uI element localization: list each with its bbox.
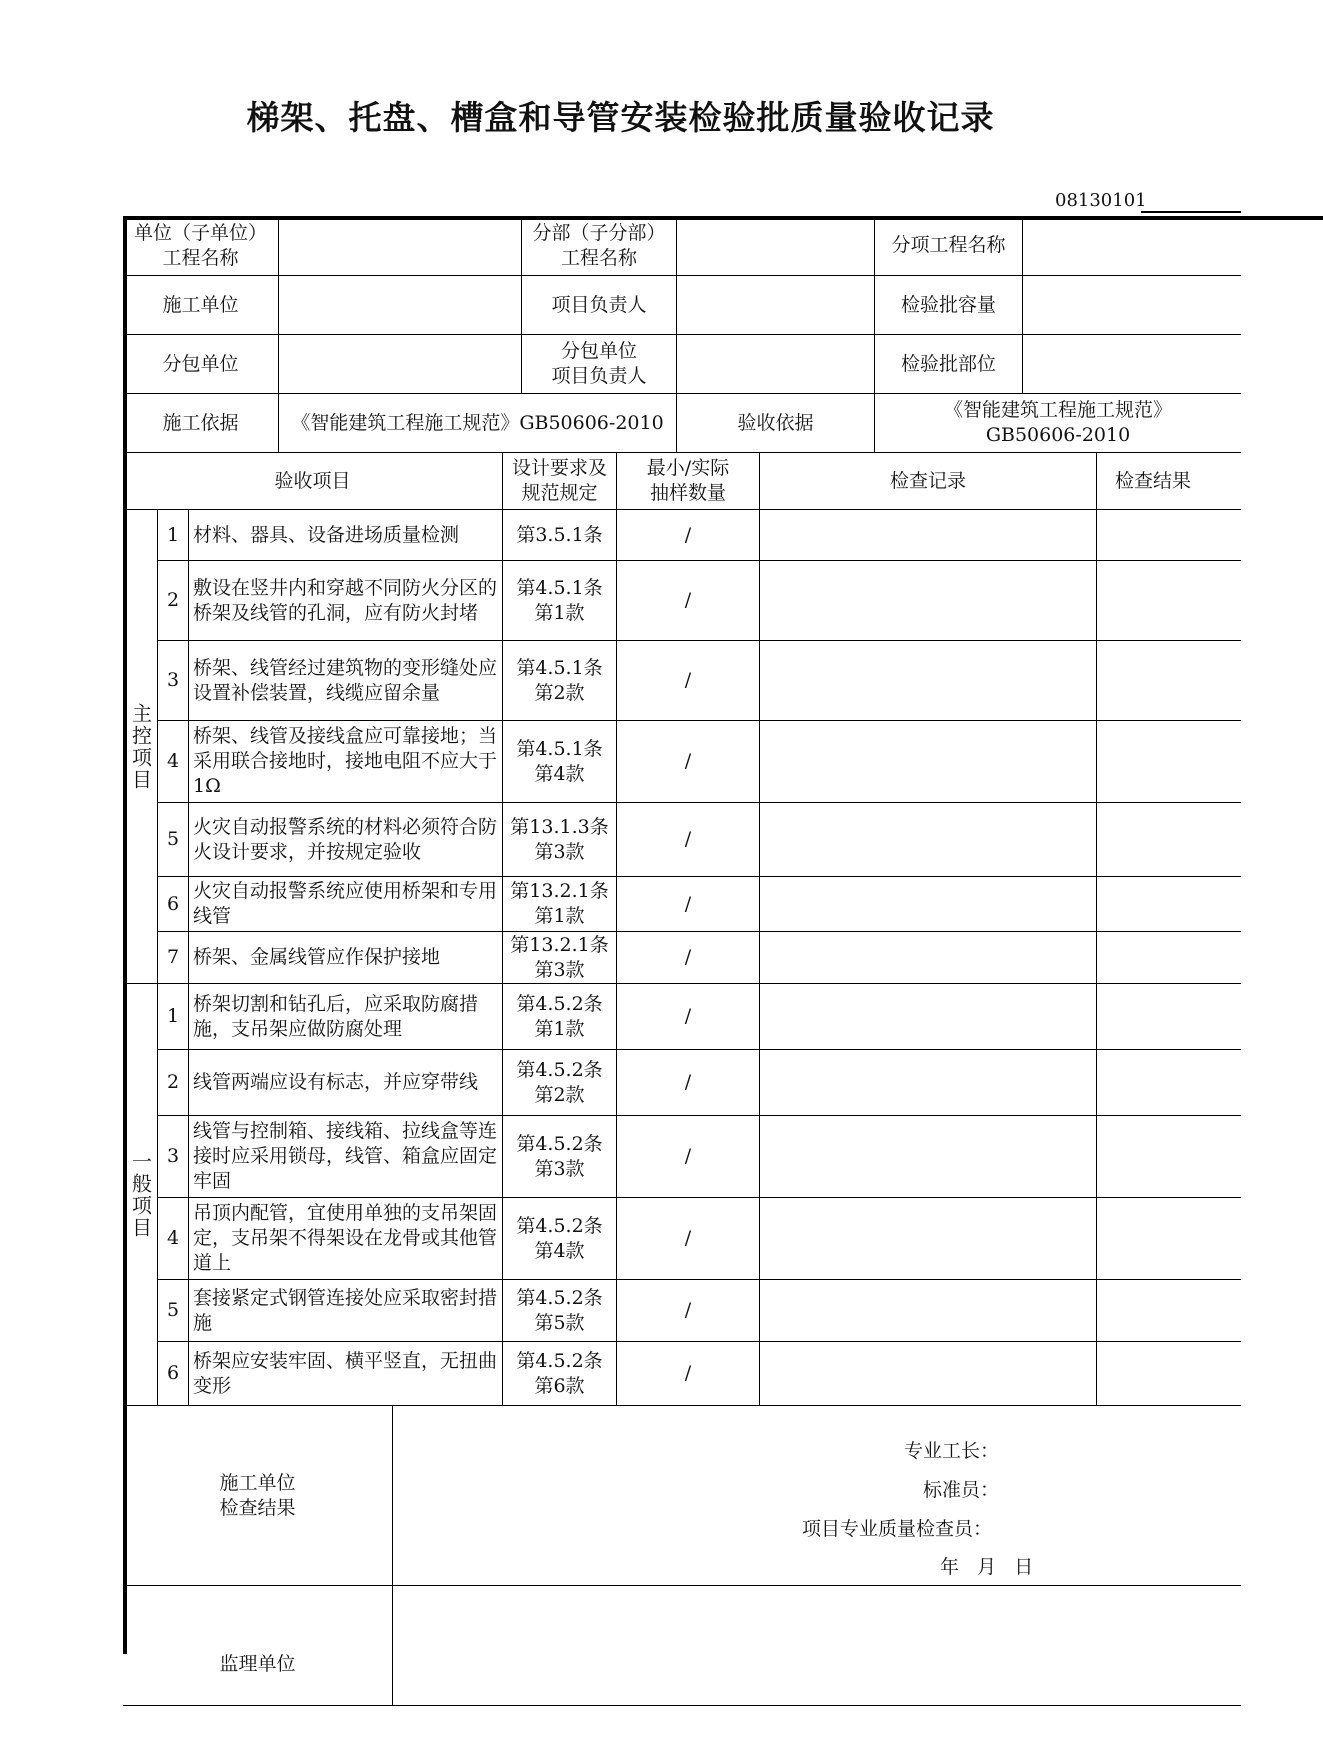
quality-inspector-label: 项目专业质量检查员： — [802, 1518, 993, 1540]
item-record-field[interactable] — [760, 932, 1097, 984]
construction-basis-value: 《智能建筑工程施工规范》GB50606-2010 — [279, 394, 677, 453]
project-manager-label: 项目负责人 — [522, 276, 677, 335]
document-code: 08130101 — [1055, 190, 1147, 211]
item-record-field[interactable] — [760, 877, 1097, 932]
item-record-field[interactable] — [760, 561, 1097, 641]
item-record-field[interactable] — [760, 510, 1097, 561]
item-number: 1 — [158, 510, 189, 561]
column-header-record: 检查记录 — [760, 453, 1097, 510]
project-manager-field[interactable] — [677, 276, 875, 335]
item-result-field[interactable] — [1097, 1116, 1241, 1198]
item-description: 桥架、金属线管应作保护接地 — [189, 932, 503, 984]
supervision-area[interactable] — [393, 1586, 1241, 1706]
batch-capacity-field[interactable] — [1023, 276, 1241, 335]
item-clause: 第3.5.1条 — [503, 510, 617, 561]
item-sample-count: / — [617, 803, 760, 877]
contractor-check-area[interactable] — [393, 1406, 1241, 1586]
item-number: 2 — [158, 561, 189, 641]
item-record-field[interactable] — [760, 1198, 1097, 1280]
item-clause: 第13.2.1条 第3款 — [503, 932, 617, 984]
subcontractor-field[interactable] — [279, 335, 522, 394]
item-number: 3 — [158, 1116, 189, 1198]
column-header-design: 设计要求及 规范规定 — [503, 453, 617, 510]
inspection-record-sheet — [123, 216, 1241, 1675]
item-record-field[interactable] — [760, 1050, 1097, 1116]
construction-basis-label: 施工依据 — [123, 394, 279, 453]
page-title: 梯架、托盘、槽盒和导管安装检验批质量验收记录 — [246, 98, 995, 137]
item-sample-count: / — [617, 1342, 760, 1406]
unit-project-field[interactable] — [279, 216, 522, 276]
item-clause: 第4.5.1条 第2款 — [503, 641, 617, 721]
item-clause: 第4.5.2条 第1款 — [503, 984, 617, 1050]
standard-officer-label: 标准员： — [923, 1479, 1000, 1501]
item-description: 材料、器具、设备进场质量检测 — [189, 510, 503, 561]
item-result-field[interactable] — [1097, 561, 1241, 641]
subcontractor-label: 分包单位 — [123, 335, 279, 394]
item-sample-count: / — [617, 641, 760, 721]
batch-location-label: 检验批部位 — [875, 335, 1023, 394]
item-description: 套接紧定式钢管连接处应采取密封措施 — [189, 1280, 503, 1342]
item-number: 7 — [158, 932, 189, 984]
contractor-check-label: 施工单位 检查结果 — [123, 1406, 393, 1586]
sub-manager-label: 分包单位 项目负责人 — [522, 335, 677, 394]
item-sample-count: / — [617, 984, 760, 1050]
unit-project-label: 单位（子单位） 工程名称 — [123, 216, 279, 276]
subitem-label: 分项工程名称 — [875, 216, 1023, 276]
batch-capacity-label: 检验批容量 — [875, 276, 1023, 335]
item-number: 6 — [158, 1342, 189, 1406]
item-description: 吊顶内配管，宜使用单独的支吊架固定，支吊架不得架设在龙骨或其他管道上 — [189, 1198, 503, 1280]
item-result-field[interactable] — [1097, 1198, 1241, 1280]
item-sample-count: / — [617, 932, 760, 984]
column-header-result: 检查结果 — [1097, 453, 1241, 510]
item-result-field[interactable] — [1097, 932, 1241, 984]
acceptance-basis-label: 验收依据 — [677, 394, 875, 453]
item-result-field[interactable] — [1097, 1342, 1241, 1406]
main-control-group-label: 主控项目 — [123, 510, 158, 984]
item-number: 2 — [158, 1050, 189, 1116]
item-number: 6 — [158, 877, 189, 932]
foreman-label: 专业工长： — [904, 1440, 1000, 1462]
item-result-field[interactable] — [1097, 803, 1241, 877]
item-result-field[interactable] — [1097, 1280, 1241, 1342]
item-sample-count: / — [617, 721, 760, 803]
item-description: 桥架应安装牢固、横平竖直，无扭曲变形 — [189, 1342, 503, 1406]
document-code-underline — [1141, 211, 1241, 213]
item-result-field[interactable] — [1097, 984, 1241, 1050]
item-record-field[interactable] — [760, 721, 1097, 803]
column-header-sample: 最小/实际 抽样数量 — [617, 453, 760, 510]
item-record-field[interactable] — [760, 1280, 1097, 1342]
division-label: 分部（子分部） 工程名称 — [522, 216, 677, 276]
item-description: 桥架切割和钻孔后，应采取防腐措施，支吊架应做防腐处理 — [189, 984, 503, 1050]
item-description: 线管与控制箱、接线箱、拉线盒等连接时应采用锁母，线管、箱盒应固定牢固 — [189, 1116, 503, 1198]
item-sample-count: / — [617, 1116, 760, 1198]
item-clause: 第4.5.2条 第4款 — [503, 1198, 617, 1280]
item-result-field[interactable] — [1097, 1050, 1241, 1116]
item-sample-count: / — [617, 510, 760, 561]
date-line: 年 月 日 — [940, 1556, 1034, 1578]
item-clause: 第4.5.2条 第6款 — [503, 1342, 617, 1406]
item-number: 4 — [158, 1198, 189, 1280]
general-group-label: 一般项目 — [123, 984, 158, 1406]
item-record-field[interactable] — [760, 984, 1097, 1050]
subitem-field[interactable] — [1023, 216, 1241, 276]
item-sample-count: / — [617, 561, 760, 641]
item-number: 3 — [158, 641, 189, 721]
item-clause: 第4.5.2条 第3款 — [503, 1116, 617, 1198]
item-description: 线管两端应设有标志，并应穿带线 — [189, 1050, 503, 1116]
acceptance-basis-value: 《智能建筑工程施工规范》 GB50606-2010 — [875, 394, 1241, 453]
item-description: 敷设在竖井内和穿越不同防火分区的桥架及线管的孔洞，应有防火封堵 — [189, 561, 503, 641]
item-description: 桥架、线管经过建筑物的变形缝处应设置补偿装置，线缆应留余量 — [189, 641, 503, 721]
item-number: 5 — [158, 803, 189, 877]
item-record-field[interactable] — [760, 1116, 1097, 1198]
item-sample-count: / — [617, 1198, 760, 1280]
item-description: 火灾自动报警系统应使用桥架和专用线管 — [189, 877, 503, 932]
item-sample-count: / — [617, 1280, 760, 1342]
item-result-field[interactable] — [1097, 721, 1241, 803]
supervision-label: 监理单位 — [123, 1586, 393, 1706]
item-number: 4 — [158, 721, 189, 803]
item-clause: 第4.5.2条 第5款 — [503, 1280, 617, 1342]
item-record-field[interactable] — [760, 641, 1097, 721]
sub-manager-field[interactable] — [677, 335, 875, 394]
item-result-field[interactable] — [1097, 641, 1241, 721]
division-field[interactable] — [677, 216, 875, 276]
item-clause: 第13.1.3条 第3款 — [503, 803, 617, 877]
batch-location-field[interactable] — [1023, 335, 1241, 394]
item-sample-count: / — [617, 877, 760, 932]
item-sample-count: / — [617, 1050, 760, 1116]
item-clause: 第4.5.1条 第1款 — [503, 561, 617, 641]
item-description: 火灾自动报警系统的材料必须符合防火设计要求，并按规定验收 — [189, 803, 503, 877]
item-number: 1 — [158, 984, 189, 1050]
item-record-field[interactable] — [760, 1342, 1097, 1406]
item-result-field[interactable] — [1097, 877, 1241, 932]
item-record-field[interactable] — [760, 803, 1097, 877]
item-result-field[interactable] — [1097, 510, 1241, 561]
column-header-item: 验收项目 — [123, 453, 503, 510]
item-description: 桥架、线管及接线盒应可靠接地；当采用联合接地时，接地电阻不应大于1Ω — [189, 721, 503, 803]
item-number: 5 — [158, 1280, 189, 1342]
item-clause: 第4.5.2条 第2款 — [503, 1050, 617, 1116]
contractor-field[interactable] — [279, 276, 522, 335]
contractor-label: 施工单位 — [123, 276, 279, 335]
item-clause: 第13.2.1条 第1款 — [503, 877, 617, 932]
item-clause: 第4.5.1条 第4款 — [503, 721, 617, 803]
